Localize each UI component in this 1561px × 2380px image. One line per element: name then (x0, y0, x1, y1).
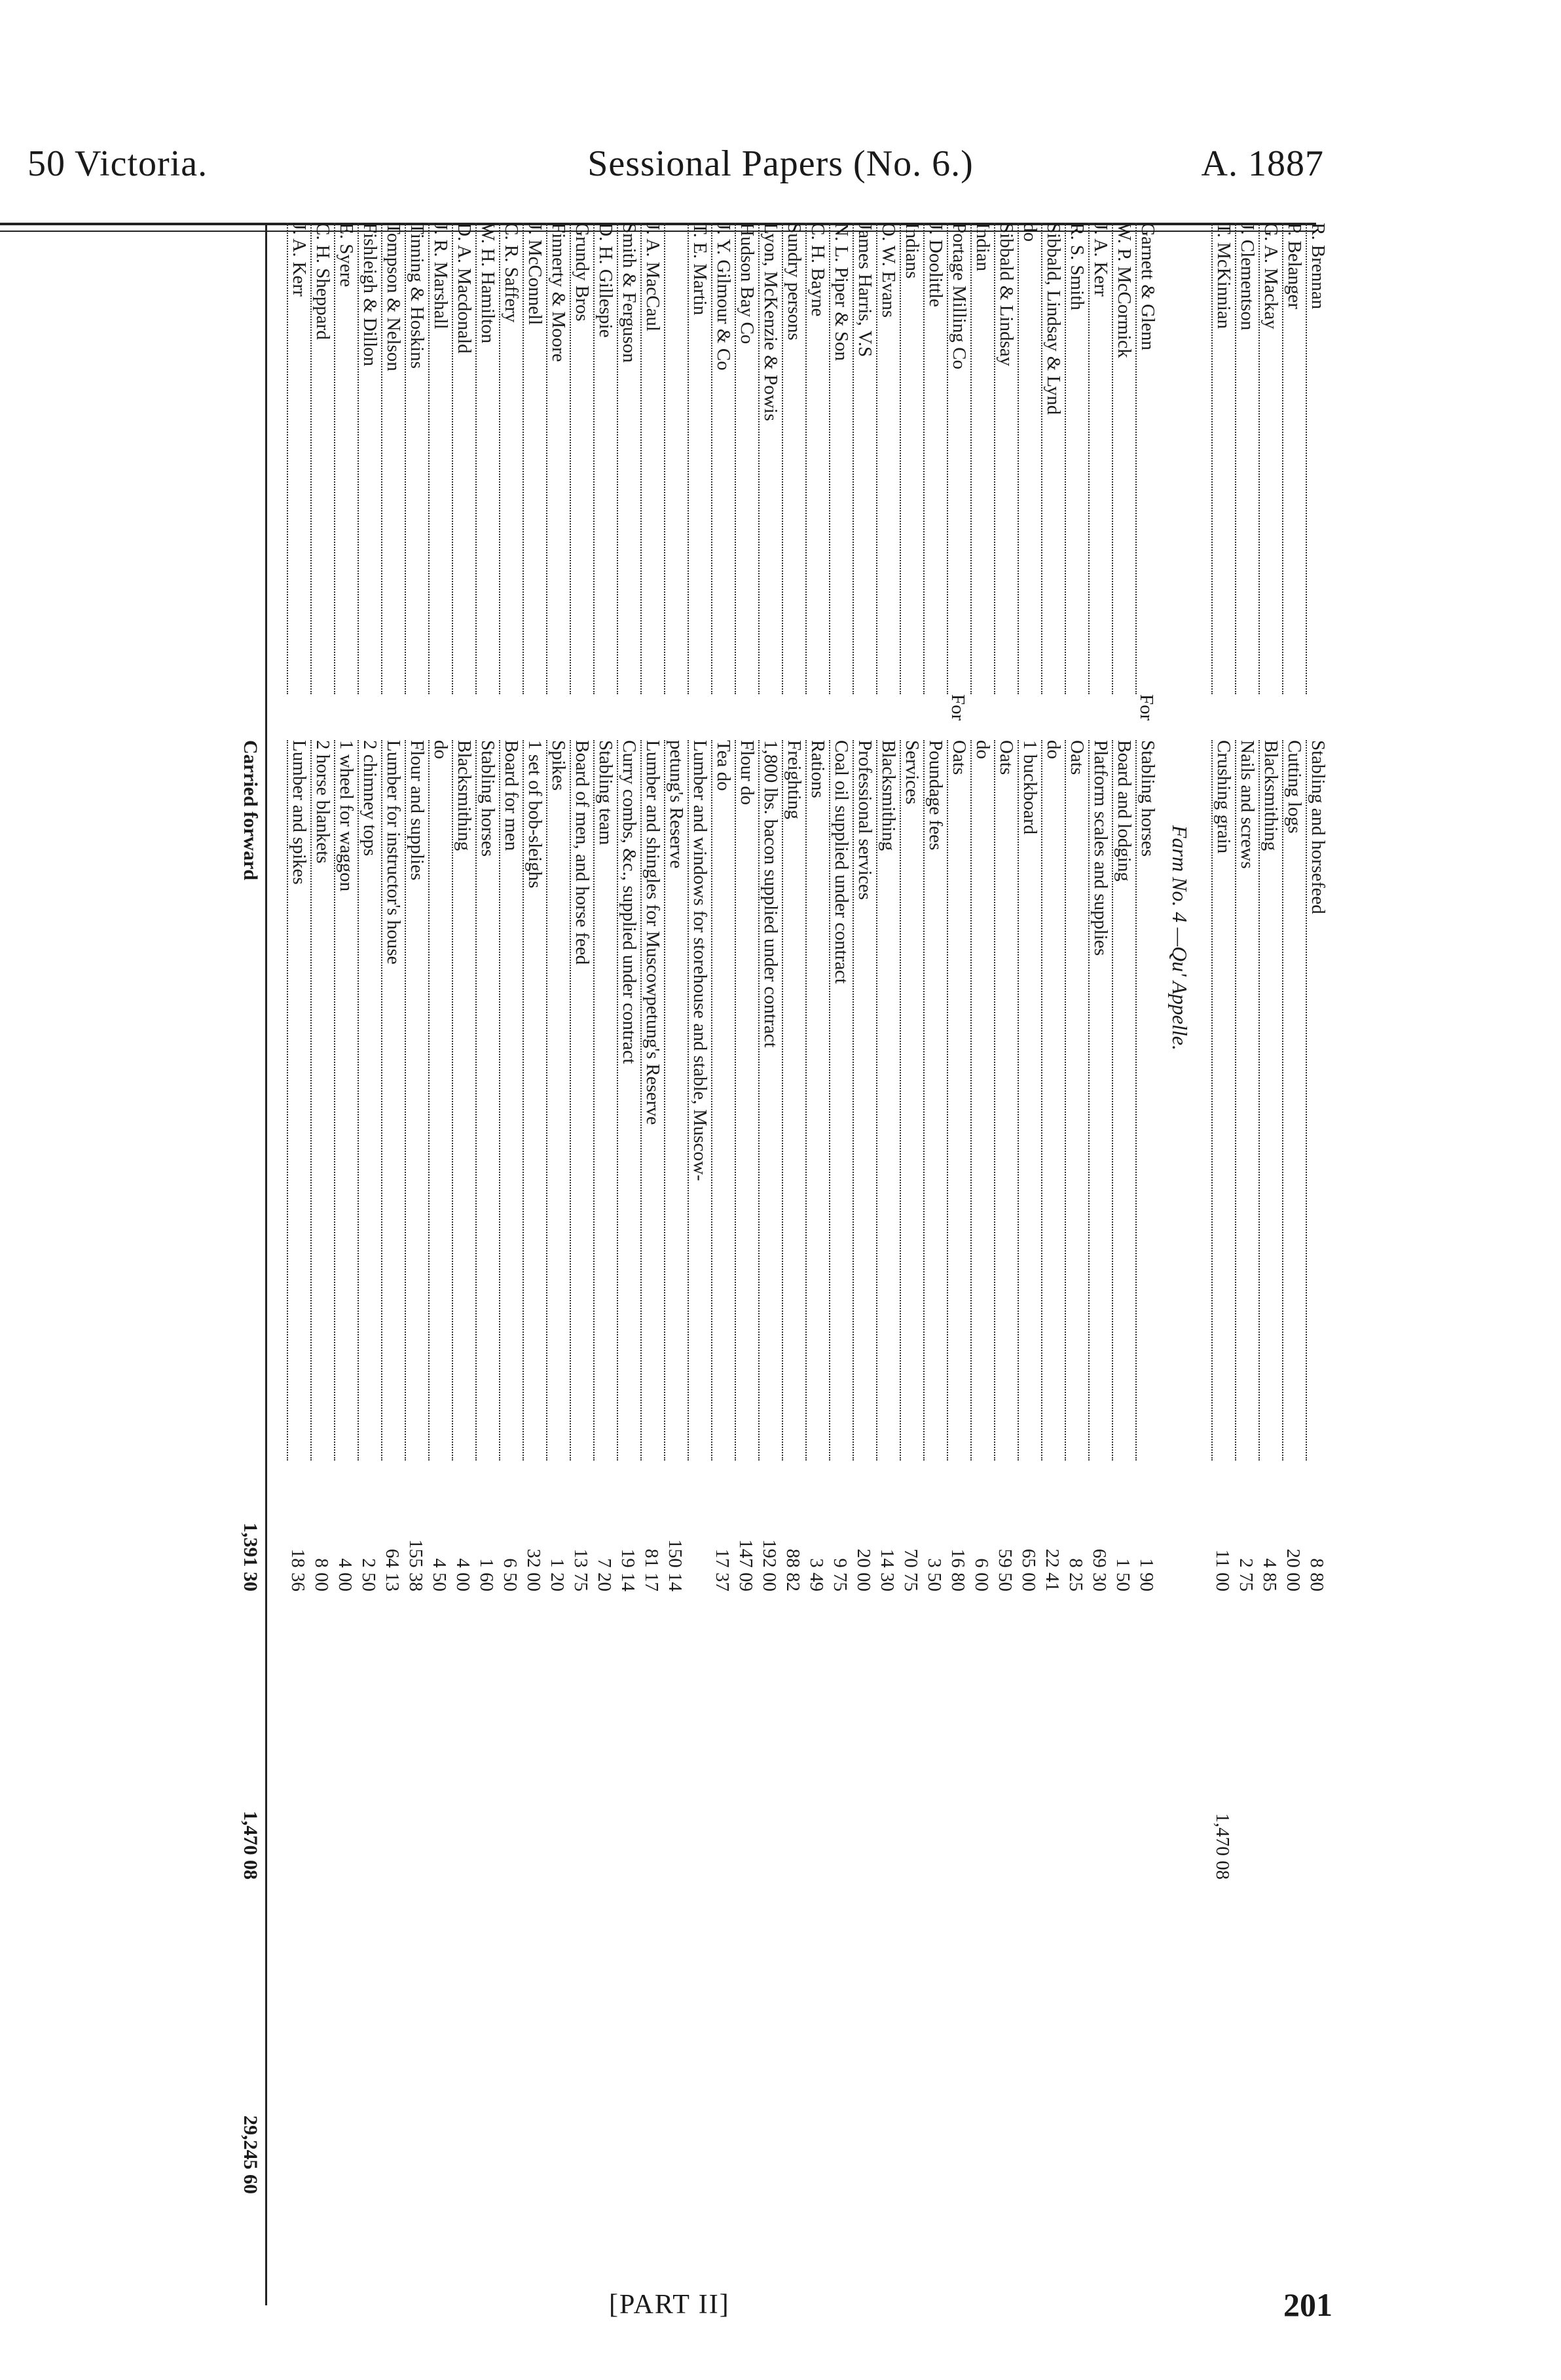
item-description: do (970, 740, 993, 1460)
item-description: Services (900, 740, 923, 1460)
payee-name: P. Belanger (1282, 223, 1305, 694)
item-description: Nails and screws (1235, 740, 1258, 1460)
payee-name: T. E. Martin (688, 223, 710, 694)
item-description: Curry combs, &c., supplied under contract (617, 740, 640, 1460)
item-description: Lumber and shingles for Muscowpetung's Reserve (640, 740, 663, 1460)
item-amount: 192 00 (759, 1539, 780, 1591)
item-amount: 16 80 (947, 1548, 968, 1591)
item-amount: 2 75 (1236, 1558, 1257, 1591)
item-description: 1 set of bob-sleighs (523, 740, 545, 1460)
item-description: Coal oil supplied under contract (829, 740, 852, 1460)
table-row (1018, 223, 1041, 2305)
table-row (664, 223, 688, 2305)
item-amount: 14 30 (877, 1548, 898, 1591)
table-row (1211, 223, 1235, 2305)
table-row (310, 223, 334, 2305)
table-row (546, 223, 570, 2305)
item-amount: 2 50 (358, 1558, 379, 1591)
table-row (900, 223, 923, 2305)
farm-entries (287, 223, 1159, 2305)
item-description: Stabling horses (475, 740, 498, 1460)
payee-name: Indian (970, 223, 993, 694)
table-row (782, 223, 805, 2305)
item-amount: 20 00 (853, 1548, 874, 1591)
payee-name: J. Clementson (1235, 223, 1258, 694)
payee-name: James Harris, V.S (853, 223, 875, 694)
item-description: Cutting logs (1282, 740, 1305, 1460)
table-row (381, 223, 405, 2305)
item-description: Board of men, and horse feed (570, 740, 593, 1460)
payee-name: G. A. Mackay (1258, 223, 1281, 694)
carried-forward-row (239, 223, 267, 2305)
table-row (688, 223, 711, 2305)
payee-name: R. S. Smith (1065, 223, 1088, 694)
header-session: 50 Victoria. (28, 143, 208, 184)
payee-name: Tinning & Hoskins (405, 223, 428, 694)
header-year: A. 1887 (1201, 143, 1324, 184)
item-description: Tea do (711, 740, 734, 1460)
item-amount: 19 14 (617, 1548, 638, 1591)
item-description: 2 horse blankets (310, 740, 333, 1460)
table-row (593, 223, 617, 2305)
table-row (758, 223, 782, 2305)
table-row (853, 223, 876, 2305)
payee-name (664, 223, 665, 694)
payee-name: C. H. Bayne (805, 223, 828, 694)
item-amount: 6 50 (500, 1558, 521, 1591)
payee-name: J. A. Kerr (1088, 223, 1111, 694)
item-description: Flour do (735, 740, 758, 1460)
table-row (617, 223, 640, 2305)
item-amount: 1 60 (476, 1558, 497, 1591)
group-subtotal: 1,470 08 (1212, 1813, 1233, 1880)
carried-amount: 1,391 30 (240, 1523, 261, 1591)
item-description: Oats (994, 740, 1017, 1460)
payee-name: Tompson & Nelson (381, 223, 404, 694)
page-number: 201 (1283, 2286, 1332, 2323)
payee-name: Portage Milling Co (947, 223, 970, 694)
table-row (805, 223, 829, 2305)
table-row (405, 223, 428, 2305)
item-description: Stabling horses (1135, 740, 1158, 1460)
table-row (475, 223, 499, 2305)
table-row (523, 223, 546, 2305)
item-amount: 4 50 (429, 1558, 450, 1591)
payee-name: Indians (900, 223, 923, 694)
item-description: Blacksmithing (1258, 740, 1281, 1460)
table-row (334, 223, 358, 2305)
table-row (640, 223, 664, 2305)
payee-name: E. Syere (334, 223, 357, 694)
table-row (876, 223, 900, 2305)
payee-name: D. A. Macdonald (452, 223, 475, 694)
item-amount: 1 90 (1136, 1558, 1157, 1591)
item-description: Freighting (782, 740, 805, 1460)
payee-name: Sundry persons (782, 223, 805, 694)
payee-name: O. W. Evans (876, 223, 899, 694)
payee-name: J. Y. Gilmour & Co (711, 223, 734, 694)
table-row (1088, 223, 1112, 2305)
table-row (1041, 223, 1065, 2305)
item-amount: 8 00 (311, 1558, 332, 1591)
item-description: Lumber and spikes (287, 740, 310, 1460)
item-description: Crushing grain (1211, 740, 1234, 1460)
farm-title: Farm No. 4 —Qu' Appelle. (1168, 825, 1192, 1051)
item-amount: 4 00 (452, 1558, 473, 1591)
item-description: Stabling team (593, 740, 616, 1460)
payee-name: do (1018, 223, 1040, 694)
payee-name: D. H. Gillespie (593, 223, 616, 694)
item-amount: 18 36 (287, 1548, 308, 1591)
payee-name: C. H. Sheppard (310, 223, 333, 694)
payee-name: W. H. Hamilton (475, 223, 498, 694)
item-amount: 11 00 (1212, 1549, 1233, 1591)
table-row (829, 223, 853, 2305)
for-label: For (947, 694, 968, 721)
item-description: Poundage fees (923, 740, 946, 1460)
item-description: Blacksmithing (452, 740, 475, 1460)
header-title: Sessional Papers (No. 6.) (587, 143, 974, 184)
item-amount: 1 20 (547, 1558, 568, 1591)
payee-name: T. McKinnian (1211, 223, 1234, 694)
table-row (287, 223, 310, 2305)
item-description: Spikes (546, 740, 569, 1460)
top-entries (1211, 223, 1329, 2305)
table-row (428, 223, 452, 2305)
payee-name: J. R. Marshall (428, 223, 451, 694)
item-amount: 8 25 (1065, 1558, 1086, 1591)
payee-name: Grundy Bros (570, 223, 593, 694)
item-amount: 64 13 (382, 1548, 403, 1591)
item-amount: 20 00 (1283, 1548, 1304, 1591)
item-amount: 7 20 (594, 1558, 615, 1591)
payee-name: J. McConnell (523, 223, 545, 694)
item-description: 1 wheel for waggon (334, 740, 357, 1460)
payee-name: Lyon, McKenzie & Powis (758, 223, 781, 694)
item-amount: 32 00 (523, 1548, 544, 1591)
item-description: Professional services (853, 740, 875, 1460)
payee-name: Sibbald, Lindsay & Lynd (1041, 223, 1064, 694)
table-row (452, 223, 475, 2305)
item-amount: 3 49 (806, 1558, 827, 1591)
table-row (923, 223, 947, 2305)
item-description: do (428, 740, 451, 1460)
item-amount: 13 75 (570, 1548, 591, 1591)
table-row (1135, 223, 1159, 2305)
item-description: Oats (1065, 740, 1088, 1460)
table-row (1065, 223, 1088, 2305)
payee-name: J. A. Kerr (287, 223, 310, 694)
table-row (711, 223, 735, 2305)
item-description: Board for men (499, 740, 522, 1460)
table-row (358, 223, 381, 2305)
table-row (499, 223, 523, 2305)
item-amount: 155 38 (405, 1539, 426, 1591)
payee-name: J. A. MacCaul (640, 223, 663, 694)
payee-name: Hudson Bay Co (735, 223, 758, 694)
item-amount: 4 85 (1259, 1558, 1280, 1591)
item-amount: 17 37 (712, 1548, 733, 1591)
item-description: Stabling and horsefeed (1306, 740, 1329, 1460)
payee-name: Garnett & Glenn (1135, 223, 1158, 694)
payee-name: Sibbald & Lindsay (994, 223, 1017, 694)
item-amount: 8 80 (1306, 1558, 1327, 1591)
item-description: do (1041, 740, 1064, 1460)
item-amount: 6 00 (971, 1558, 992, 1591)
table-row (1258, 223, 1282, 2305)
table-row (570, 223, 593, 2305)
table-row (970, 223, 994, 2305)
payee-name: J. Doolittle (923, 223, 946, 694)
item-amount: 65 00 (1018, 1548, 1039, 1591)
item-description: Board and lodging (1112, 740, 1135, 1460)
table-row (947, 223, 970, 2305)
item-description: 1 buckboard (1018, 740, 1040, 1460)
item-amount: 1 50 (1112, 1558, 1133, 1591)
item-amount: 150 14 (665, 1539, 686, 1591)
item-amount: 88 82 (782, 1548, 803, 1591)
table-row (1112, 223, 1135, 2305)
item-description: Blacksmithing (876, 740, 899, 1460)
table-row (1306, 223, 1329, 2305)
item-amount: 69 30 (1089, 1548, 1110, 1591)
item-description: petung's Reserve (664, 740, 687, 1460)
payee-name: C. R. Saffery (499, 223, 522, 694)
footer-part: [PART II] (609, 2290, 730, 2320)
item-amount: 147 09 (735, 1539, 756, 1591)
item-amount: 59 50 (995, 1548, 1016, 1591)
table-row (1235, 223, 1258, 2305)
carried-label: Carried forward (240, 740, 261, 881)
carried-subtotal: 1,470 08 (240, 1811, 261, 1880)
ledger-table (98, 223, 1329, 2305)
item-amount: 70 75 (900, 1548, 921, 1591)
payee-name: Finnerty & Moore (546, 223, 569, 694)
item-amount: 9 75 (830, 1558, 851, 1591)
item-description: Platform scales and supplies (1088, 740, 1111, 1460)
table-row (1282, 223, 1306, 2305)
payee-name: R. Brennan (1306, 223, 1329, 694)
item-amount: 3 50 (924, 1558, 945, 1591)
item-description: Lumber for instructor's house (381, 740, 404, 1460)
item-description: Lumber and windows for storehouse and stable, Muscow- (688, 740, 710, 1460)
carried-total: 29,245 60 (240, 2115, 261, 2194)
table-row (735, 223, 758, 2305)
item-amount: 22 41 (1042, 1548, 1063, 1591)
item-description: 2 chimney tops (358, 740, 380, 1460)
item-description: 1,800 lbs. bacon supplied under contract (758, 740, 781, 1460)
item-description: Rations (805, 740, 828, 1460)
payee-name: N. L. Piper & Son (829, 223, 852, 694)
item-description: Oats (947, 740, 970, 1460)
payee-name: Smith & Ferguson (617, 223, 640, 694)
for-label: For (1136, 694, 1157, 721)
item-amount: 4 00 (335, 1558, 356, 1591)
table-row (994, 223, 1018, 2305)
payee-name: Fishleigh & Dillon (358, 223, 380, 694)
payee-name: W. P. McCormick (1112, 223, 1135, 694)
item-description: Flour and supplies (405, 740, 428, 1460)
item-amount: 81 17 (641, 1548, 662, 1591)
